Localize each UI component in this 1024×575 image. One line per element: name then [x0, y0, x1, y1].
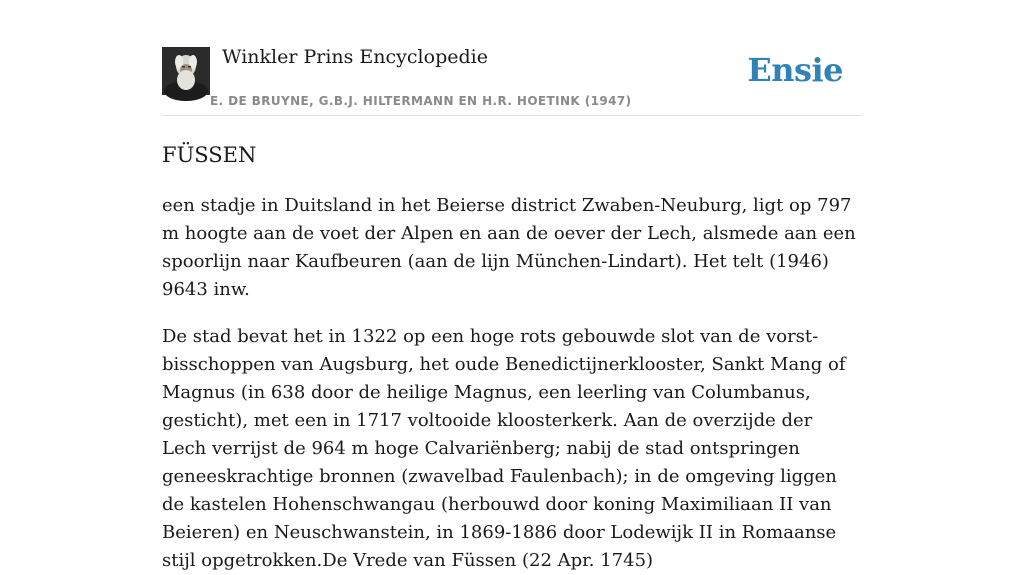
author-credits: E. DE BRUYNE, G.B.J. HILTERMANN EN H.R. HOETINK (1947) [210, 94, 632, 108]
page-header [162, 44, 862, 116]
article-paragraph: een stadje in Duitsland in het Beierse district Zwaben-Neuburg, ligt op 797 m hoogte aan de voet der Alpen en aan de oever der Lech, alsmede aan een spoorlijn naar Kaufbeuren (aan de lijn München-Lindart). Het telt (1946) 9643 inw. [162, 195, 856, 300]
article-paragraph: De stad bevat het in 1322 op een hoge rots gebouwde slot van de vorst-bisschoppen van Augsburg, het oude Benedictijnerklooster, Sankt Mang of Magnus (in 638 door de heilige Magnus, een leerling van Columbanus, gesticht), met een in 1717 voltooide kloosterkerk. Aan de overzijde der Lech verrijst de 964 m hoge Calvariënberg; nabij de stad ontspringen geneeskrachtige bronnen (zwavelbad Faulenbach); in de omgeving liggen de kastelen Hohenschwangau (herbouwd door koning Maximiliaan II van Beieren) en Neuschwanstein, in 1869-1886 door Lodewijk II in Romaanse stijl opgetrokken.De Vrede van Füssen (22 Apr. 1745) [162, 326, 846, 571]
author-avatar[interactable] [162, 47, 210, 95]
bearded-man-portrait-icon [162, 47, 210, 95]
brand-logo[interactable]: Ensie [747, 51, 843, 89]
site-title[interactable]: Winkler Prins Encyclopedie [222, 46, 488, 68]
article-title: FÜSSEN [162, 143, 257, 167]
article [162, 139, 862, 575]
